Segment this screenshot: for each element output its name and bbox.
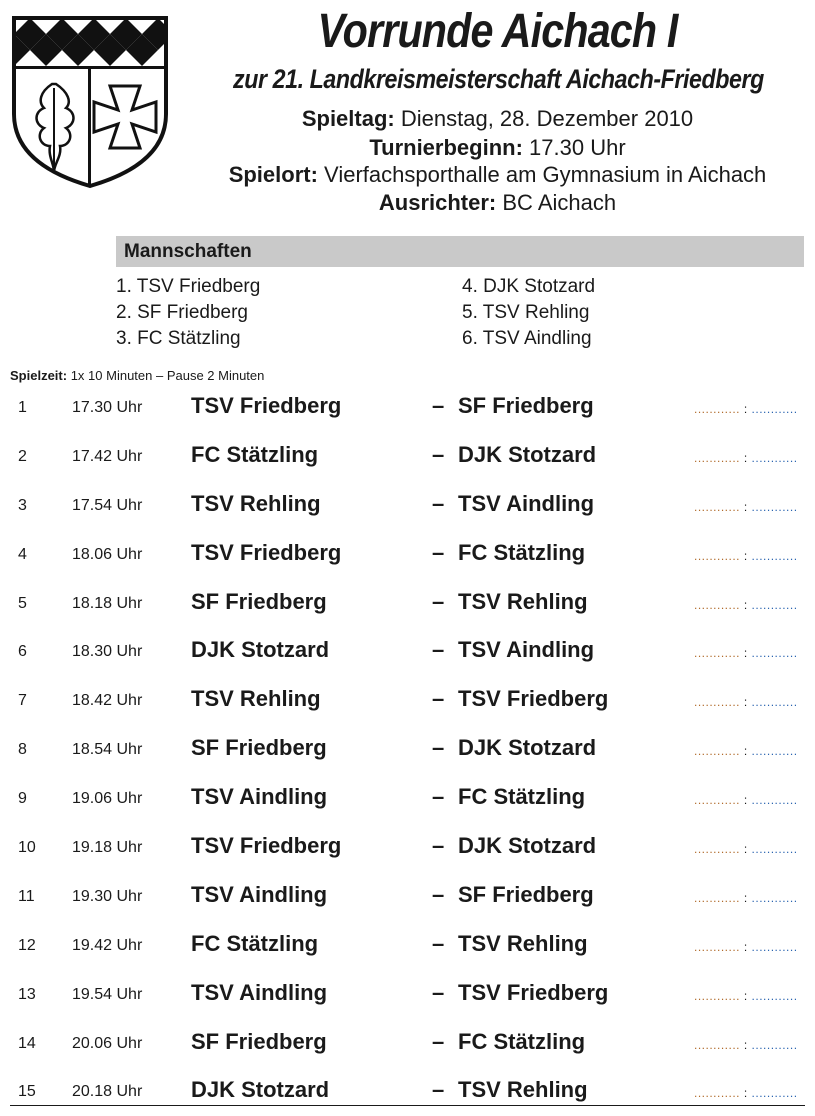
info-spielort bbox=[190, 162, 805, 188]
info-value: Vierfachsporthalle am Gymnasium in Aichach bbox=[324, 162, 767, 187]
match-time: 19.18 Uhr bbox=[72, 839, 143, 857]
match-dash: – bbox=[432, 441, 445, 467]
match-number: 3 bbox=[18, 496, 27, 514]
score-away-blank: ............ bbox=[751, 1086, 798, 1101]
score-away-blank: ............ bbox=[751, 793, 798, 808]
match-number: 9 bbox=[18, 790, 27, 808]
match-dash: – bbox=[432, 686, 445, 712]
score-away-blank: ............ bbox=[751, 890, 798, 905]
score-away-blank: ............ bbox=[751, 1037, 798, 1052]
away-team: DJK Stotzard bbox=[458, 735, 597, 761]
match-time: 19.06 Uhr bbox=[72, 790, 143, 808]
away-team: TSV Aindling bbox=[458, 637, 595, 663]
match-dash: – bbox=[432, 1077, 445, 1103]
match-dash: – bbox=[432, 979, 445, 1005]
home-team: TSV Friedberg bbox=[191, 539, 342, 565]
away-team: FC Stätzling bbox=[458, 784, 586, 810]
match-row bbox=[0, 480, 815, 529]
score-home-blank: ............ bbox=[694, 793, 741, 808]
score-separator: : bbox=[743, 402, 748, 416]
score-separator: : bbox=[743, 744, 748, 759]
match-dash: – bbox=[432, 637, 445, 663]
score-away-blank: ............ bbox=[751, 842, 798, 857]
home-team: TSV Friedberg bbox=[191, 833, 342, 859]
score-field bbox=[694, 402, 804, 416]
match-time: 17.42 Uhr bbox=[72, 447, 143, 465]
match-row bbox=[0, 969, 815, 1018]
score-field bbox=[694, 1038, 804, 1052]
match-row bbox=[0, 1066, 815, 1115]
score-home-blank: ............ bbox=[694, 597, 741, 612]
match-row bbox=[0, 382, 815, 431]
score-home-blank: ............ bbox=[694, 1086, 741, 1101]
bottom-divider bbox=[10, 1105, 805, 1106]
match-dash: – bbox=[432, 784, 445, 810]
match-dash: – bbox=[432, 833, 445, 859]
match-time: 19.42 Uhr bbox=[72, 936, 143, 954]
match-schedule bbox=[0, 382, 815, 1115]
score-home-blank: ............ bbox=[694, 744, 741, 759]
away-team: TSV Friedberg bbox=[458, 979, 609, 1005]
score-field bbox=[694, 549, 804, 563]
away-team: FC Stätzling bbox=[458, 1028, 586, 1054]
away-team: DJK Stotzard bbox=[458, 833, 597, 859]
info-value: BC Aichach bbox=[502, 190, 617, 215]
team-item: 4. DJK Stotzard bbox=[462, 276, 596, 297]
score-home-blank: ............ bbox=[694, 402, 741, 416]
match-number: 5 bbox=[18, 594, 27, 612]
match-dash: – bbox=[432, 881, 445, 907]
match-number: 10 bbox=[18, 839, 36, 857]
match-dash: – bbox=[432, 588, 445, 614]
score-separator: : bbox=[743, 597, 748, 612]
match-row bbox=[0, 529, 815, 578]
match-row bbox=[0, 920, 815, 969]
home-team: TSV Rehling bbox=[191, 490, 321, 516]
match-dash: – bbox=[432, 1028, 445, 1054]
info-spieltag bbox=[190, 106, 805, 132]
home-team: TSV Rehling bbox=[191, 686, 321, 712]
team-item: 6. TSV Aindling bbox=[462, 328, 592, 349]
match-row bbox=[0, 871, 815, 920]
match-row bbox=[0, 724, 815, 773]
match-row bbox=[0, 626, 815, 675]
score-away-blank: ............ bbox=[751, 548, 798, 563]
home-team: FC Stätzling bbox=[191, 930, 319, 956]
info-label: Turnierbeginn: bbox=[369, 135, 523, 160]
score-home-blank: ............ bbox=[694, 988, 741, 1003]
away-team: FC Stätzling bbox=[458, 539, 586, 565]
home-team: SF Friedberg bbox=[191, 735, 327, 761]
home-team: TSV Aindling bbox=[191, 979, 328, 1005]
match-number: 11 bbox=[18, 887, 35, 905]
score-separator: : bbox=[743, 842, 748, 857]
score-separator: : bbox=[743, 793, 748, 808]
score-home-blank: ............ bbox=[694, 842, 741, 857]
score-home-blank: ............ bbox=[694, 1037, 741, 1052]
away-team: TSV Rehling bbox=[458, 930, 588, 956]
score-away-blank: ............ bbox=[751, 988, 798, 1003]
away-team: DJK Stotzard bbox=[458, 441, 597, 467]
match-time: 19.30 Uhr bbox=[72, 887, 143, 905]
match-row bbox=[0, 822, 815, 871]
info-value: Dienstag, 28. Dezember 2010 bbox=[400, 106, 694, 131]
match-number: 4 bbox=[18, 545, 27, 563]
match-time: 17.30 Uhr bbox=[72, 399, 143, 416]
score-separator: : bbox=[743, 499, 748, 514]
info-value: 17.30 Uhr bbox=[529, 135, 626, 160]
home-team: FC Stätzling bbox=[191, 441, 319, 467]
spielzeit-value: 1x 10 Minuten – Pause 2 Minuten bbox=[70, 368, 265, 383]
score-home-blank: ............ bbox=[694, 548, 741, 563]
match-dash: – bbox=[432, 930, 445, 956]
match-time: 18.18 Uhr bbox=[72, 594, 143, 612]
match-time: 20.06 Uhr bbox=[72, 1034, 143, 1052]
score-field bbox=[694, 744, 804, 758]
team-item: 3. FC Stätzling bbox=[116, 328, 241, 349]
score-away-blank: ............ bbox=[751, 450, 798, 465]
match-time: 20.18 Uhr bbox=[72, 1083, 143, 1101]
team-item: 5. TSV Rehling bbox=[462, 302, 590, 323]
match-number: 8 bbox=[18, 741, 27, 759]
score-home-blank: ............ bbox=[694, 646, 741, 661]
match-dash: – bbox=[432, 393, 445, 418]
match-number: 6 bbox=[18, 643, 27, 661]
home-team: TSV Aindling bbox=[191, 784, 328, 810]
match-number: 1 bbox=[18, 399, 27, 416]
score-field bbox=[694, 1086, 804, 1100]
match-number: 15 bbox=[18, 1083, 36, 1101]
score-separator: : bbox=[743, 646, 748, 661]
score-separator: : bbox=[743, 1086, 748, 1101]
score-field bbox=[694, 451, 804, 465]
info-ausrichter bbox=[190, 190, 805, 216]
score-field bbox=[694, 842, 804, 856]
match-number: 13 bbox=[18, 985, 36, 1003]
score-separator: : bbox=[743, 695, 748, 710]
info-turnierbeginn bbox=[190, 135, 805, 161]
score-home-blank: ............ bbox=[694, 939, 741, 954]
match-time: 18.30 Uhr bbox=[72, 643, 143, 661]
away-team: TSV Rehling bbox=[458, 588, 588, 614]
match-dash: – bbox=[432, 735, 445, 761]
score-away-blank: ............ bbox=[751, 499, 798, 514]
away-team: TSV Friedberg bbox=[458, 686, 609, 712]
away-team: SF Friedberg bbox=[458, 393, 594, 418]
match-row bbox=[0, 431, 815, 480]
match-number: 12 bbox=[18, 936, 36, 954]
home-team: SF Friedberg bbox=[191, 588, 327, 614]
spielzeit-label: Spielzeit: bbox=[10, 368, 68, 383]
home-team: TSV Friedberg bbox=[191, 393, 342, 418]
score-field bbox=[694, 940, 804, 954]
home-team: SF Friedberg bbox=[191, 1028, 327, 1054]
match-row bbox=[0, 578, 815, 627]
teams-heading: Mannschaften bbox=[116, 236, 804, 267]
match-time: 19.54 Uhr bbox=[72, 985, 143, 1003]
score-separator: : bbox=[743, 1037, 748, 1052]
away-team: SF Friedberg bbox=[458, 881, 594, 907]
score-separator: : bbox=[743, 939, 748, 954]
match-time: 18.06 Uhr bbox=[72, 545, 143, 563]
coat-of-arms-icon bbox=[10, 14, 170, 190]
match-number: 7 bbox=[18, 692, 27, 710]
home-team: DJK Stotzard bbox=[191, 1077, 330, 1103]
away-team: TSV Rehling bbox=[458, 1077, 588, 1103]
score-away-blank: ............ bbox=[751, 939, 798, 954]
score-field bbox=[694, 793, 804, 807]
score-separator: : bbox=[743, 890, 748, 905]
home-team: TSV Aindling bbox=[191, 881, 328, 907]
score-field bbox=[694, 695, 804, 709]
match-row bbox=[0, 773, 815, 822]
score-away-blank: ............ bbox=[751, 646, 798, 661]
score-away-blank: ............ bbox=[751, 695, 798, 710]
score-field bbox=[694, 646, 804, 660]
score-field bbox=[694, 598, 804, 612]
page-title: Vorrunde Aichach I bbox=[317, 5, 678, 58]
spielzeit-note bbox=[10, 368, 264, 383]
match-time: 17.54 Uhr bbox=[72, 496, 143, 514]
match-row bbox=[0, 1018, 815, 1067]
score-separator: : bbox=[743, 450, 748, 465]
page-subtitle: zur 21. Landkreismeisterschaft Aichach-Friedberg bbox=[233, 64, 764, 94]
score-away-blank: ............ bbox=[751, 597, 798, 612]
match-time: 18.42 Uhr bbox=[72, 692, 143, 710]
home-team: DJK Stotzard bbox=[191, 637, 330, 663]
match-number: 14 bbox=[18, 1034, 36, 1052]
score-away-blank: ............ bbox=[751, 744, 798, 759]
info-label: Spielort: bbox=[228, 162, 318, 187]
match-number: 2 bbox=[18, 447, 27, 465]
match-dash: – bbox=[432, 539, 445, 565]
info-label: Ausrichter: bbox=[378, 190, 497, 215]
score-home-blank: ............ bbox=[694, 890, 741, 905]
team-list-right bbox=[462, 274, 595, 352]
match-row bbox=[0, 675, 815, 724]
score-home-blank: ............ bbox=[694, 695, 741, 710]
score-field bbox=[694, 989, 804, 1003]
team-item: 2. SF Friedberg bbox=[116, 302, 248, 323]
score-field bbox=[694, 891, 804, 905]
match-dash: – bbox=[432, 490, 445, 516]
score-separator: : bbox=[743, 988, 748, 1003]
score-away-blank: ............ bbox=[751, 402, 798, 416]
team-item: 1. TSV Friedberg bbox=[116, 276, 261, 297]
away-team: TSV Aindling bbox=[458, 490, 595, 516]
info-label: Spieltag: bbox=[301, 106, 395, 131]
score-field bbox=[694, 500, 804, 514]
score-home-blank: ............ bbox=[694, 450, 741, 465]
score-home-blank: ............ bbox=[694, 499, 741, 514]
score-separator: : bbox=[743, 548, 748, 563]
match-time: 18.54 Uhr bbox=[72, 741, 143, 759]
team-list-left bbox=[116, 274, 260, 352]
